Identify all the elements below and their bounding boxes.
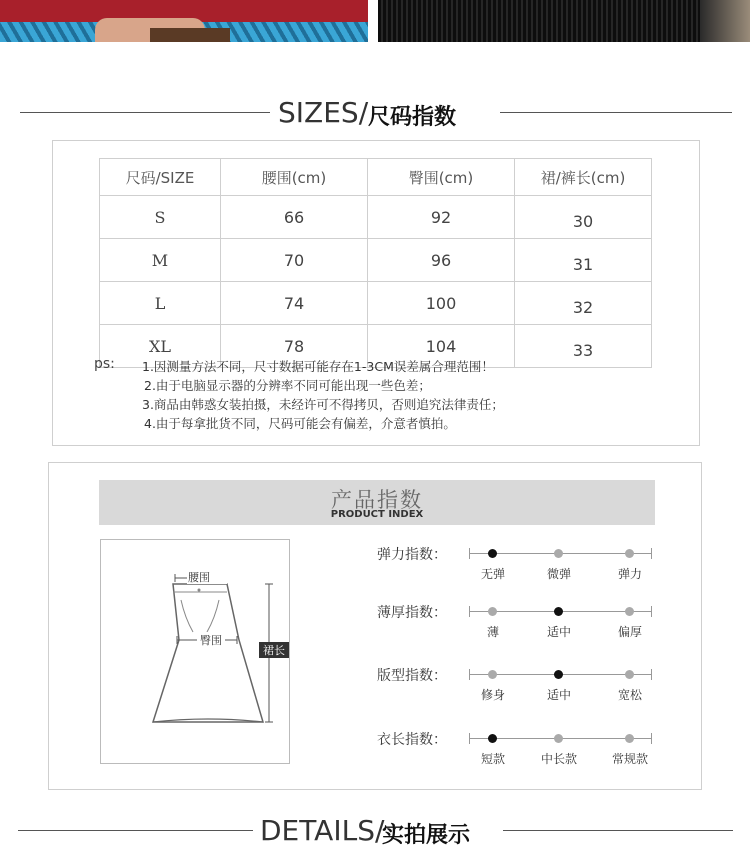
index-dot xyxy=(488,734,497,743)
index-option: 中长款 xyxy=(540,752,577,766)
index-label: 衣长指数： xyxy=(377,732,447,748)
note-item: 2.由于电脑显示器的分辨率不同可能出现一些色差； xyxy=(144,378,431,393)
details-section-header xyxy=(0,810,750,850)
index-dot xyxy=(488,549,497,558)
index-dot xyxy=(554,549,563,558)
size-table xyxy=(99,158,652,368)
product-index-banner xyxy=(99,480,655,525)
notes-label: ps: xyxy=(94,356,115,372)
index-dot xyxy=(625,670,634,679)
size-cell: M xyxy=(151,250,169,270)
waist-cell: 70 xyxy=(221,239,368,282)
hip-label: 臀围 xyxy=(200,634,222,647)
details-title-en: DETAILS/ xyxy=(260,814,385,847)
length-cell: 33 xyxy=(515,325,652,368)
size-cell: L xyxy=(154,293,166,313)
divider-line xyxy=(20,112,270,113)
table-row xyxy=(100,282,652,325)
note-item: 4.由于每拿批货不同，尺码可能会有偏差，介意者慎拍。 xyxy=(144,416,456,431)
hip-cell: 96 xyxy=(368,239,515,282)
length-cell: 32 xyxy=(515,282,652,325)
index-option: 偏厚 xyxy=(617,625,642,639)
waist-cell: 78 xyxy=(221,325,368,368)
product-index-subtitle: PRODUCT INDEX xyxy=(330,509,424,520)
index-dot xyxy=(488,607,497,616)
index-option: 短款 xyxy=(480,752,505,766)
index-option: 常规款 xyxy=(611,752,648,766)
index-dot xyxy=(625,549,634,558)
length-cell: 31 xyxy=(515,239,652,282)
product-index-panel xyxy=(48,462,702,790)
note-item: 1.因测量方法不同，尺寸数据可能存在1-3CM误差属合理范围！ xyxy=(142,359,494,374)
waist-label: 腰围 xyxy=(188,571,210,584)
table-header-row xyxy=(100,159,652,196)
length-index xyxy=(377,730,707,770)
details-title-zh: 实拍展示 xyxy=(382,823,471,848)
index-dot xyxy=(554,734,563,743)
index-label: 弹力指数： xyxy=(377,547,447,563)
waist-cell: 74 xyxy=(221,282,368,325)
sizes-title-en: SIZES/ xyxy=(278,96,369,129)
skirt-diagram xyxy=(100,539,290,764)
index-dot xyxy=(554,607,563,616)
index-dot xyxy=(554,670,563,679)
product-photo-left xyxy=(0,0,368,42)
divider-line xyxy=(18,830,253,831)
thickness-index xyxy=(377,603,707,643)
hip-cell: 100 xyxy=(368,282,515,325)
index-option: 修身 xyxy=(480,688,505,702)
header-length: 裙/裤长(cm) xyxy=(515,159,652,196)
header-size: 尺码/SIZE xyxy=(100,159,221,196)
elasticity-index xyxy=(377,545,707,585)
index-option: 无弹 xyxy=(480,567,505,581)
hip-cell: 104 xyxy=(368,325,515,368)
fit-index xyxy=(377,666,707,706)
product-photo-right xyxy=(378,0,750,42)
index-option: 宽松 xyxy=(617,688,642,702)
sizes-section-header xyxy=(0,92,750,132)
product-index-title: 产品指数 xyxy=(331,488,423,512)
divider-line xyxy=(500,112,732,113)
index-dot xyxy=(488,670,497,679)
table-row xyxy=(100,239,652,282)
index-option: 薄 xyxy=(486,625,499,639)
length-cell: 30 xyxy=(515,196,652,239)
header-waist: 腰围(cm) xyxy=(221,159,368,196)
index-option: 微弹 xyxy=(546,567,571,581)
index-label: 薄厚指数： xyxy=(377,605,447,621)
divider-line xyxy=(503,830,733,831)
size-cell: XL xyxy=(148,336,171,356)
size-cell: S xyxy=(154,207,166,227)
table-row xyxy=(100,196,652,239)
index-label: 版型指数： xyxy=(377,668,447,684)
index-option: 弹力 xyxy=(617,567,642,581)
index-dot xyxy=(625,607,634,616)
hip-cell: 92 xyxy=(368,196,515,239)
header-hip: 臀围(cm) xyxy=(368,159,515,196)
sizes-title-zh: 尺码指数 xyxy=(368,105,457,130)
waist-cell: 66 xyxy=(221,196,368,239)
index-option: 适中 xyxy=(546,625,571,639)
index-option: 适中 xyxy=(546,688,571,702)
note-item: 3.商品由韩惑女装拍摄，未经许可不得拷贝，否则追究法律责任； xyxy=(142,397,504,412)
index-dot xyxy=(625,734,634,743)
length-label: 裙长 xyxy=(263,644,285,657)
skirt-icon xyxy=(101,540,289,763)
